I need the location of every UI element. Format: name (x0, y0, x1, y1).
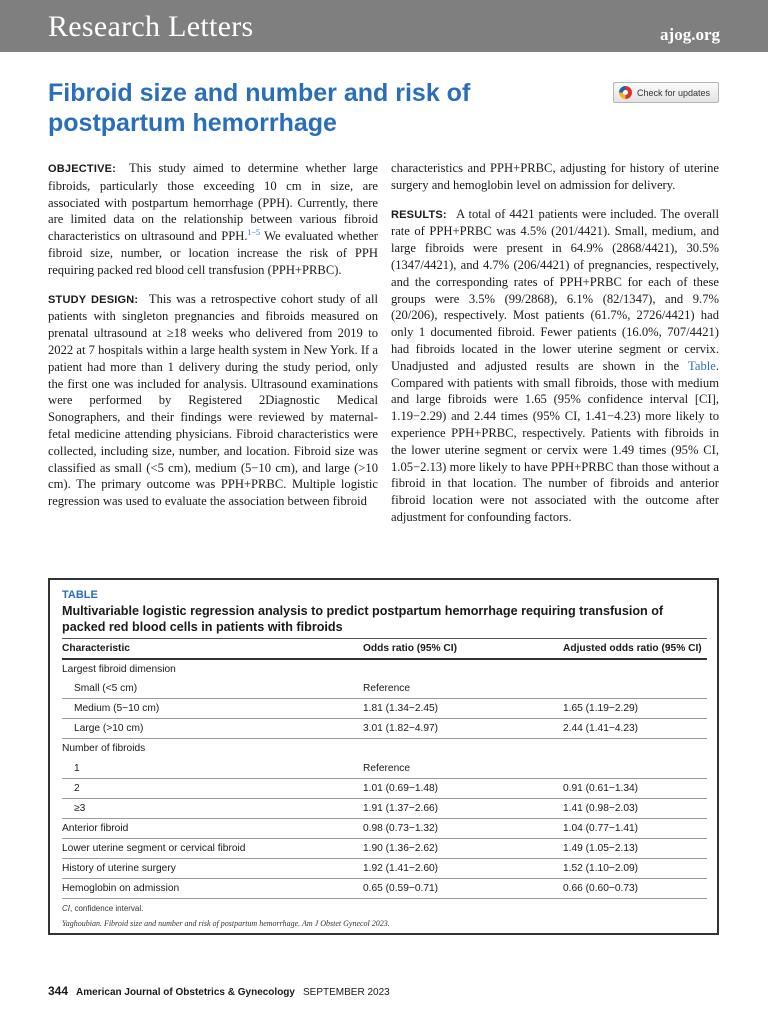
table-row (62, 739, 707, 759)
article-title: Fibroid size and number and risk of postpartum hemorrhage (48, 79, 471, 137)
study-design-label: STUDY DESIGN: (48, 293, 139, 306)
study-design-text: This was a retrospective cohort study of all patients with singleton pregnancies and fibroids measured on prenatal ultrasound at ≥18 weeks who delivered from 2019 to 2022 at 7 hospitals within a large health system in New York. If a patient had more than 1 delivery during the study period, only the first one was included for analysis. Ultrasound examinations were performed by Registered 2Diagnostic Medical Sonographers, and their findings were reviewed by maternal-fetal medicine attending physicians. Fibroid characteristics were collected, including size, number, and location. Fibroid size was classified as small (<5 cm), medium (5−10 cm), and large (>10 cm). The primary outcome was PPH+PRBC. Multiple logistic regression was used to evaluate the association between fibroid (48, 291, 378, 509)
citation-link[interactable]: 1−5 (247, 228, 260, 237)
table-row (62, 799, 707, 819)
header-adjusted-odds-ratio: Adjusted odds ratio (95% CI) (563, 639, 707, 659)
cell-adjusted-odds-ratio: 1.04 (0.77−1.41) (563, 819, 707, 839)
abstract-right-column (391, 160, 719, 538)
header-band (0, 0, 768, 52)
cell-odds-ratio: 1.90 (1.36−2.62) (363, 839, 563, 859)
cell-odds-ratio (363, 739, 563, 759)
cell-characteristic: Hemoglobin on admission (62, 879, 363, 899)
table-link[interactable]: Table (688, 358, 716, 373)
table-row (62, 659, 707, 679)
cell-odds-ratio (363, 659, 563, 679)
results-label: RESULTS: (391, 208, 447, 221)
cell-odds-ratio: 0.65 (0.59−0.71) (363, 879, 563, 899)
cell-characteristic: ≥3 (62, 799, 363, 819)
cell-characteristic: Largest fibroid dimension (62, 663, 176, 675)
objective-text: This study aimed to determine whether large fibroids, particularly those exceeding 10 cm in size, are associated with postpartum hemorrhage (PPH). Currently, there are limited data on the relationship between various fibroid characteristics on ultrasound and PPH. (48, 161, 378, 244)
cell-odds-ratio: 1.91 (1.37−2.66) (363, 799, 563, 819)
table-row (62, 759, 707, 779)
cell-adjusted-odds-ratio: 0.91 (0.61−1.34) (563, 779, 707, 799)
table-row (62, 839, 707, 859)
regression-table (62, 638, 707, 899)
cell-adjusted-odds-ratio: 1.41 (0.98−2.03) (563, 799, 707, 819)
cell-characteristic: Number of fibroids (62, 743, 146, 755)
abstract-left-column (48, 160, 378, 522)
check-for-updates-label: Check for updates (637, 87, 711, 98)
cell-characteristic: Medium (5−10 cm) (62, 699, 363, 719)
cell-odds-ratio: Reference (363, 759, 563, 779)
results-text-continued: . Compared with patients with small fibroids, those with medium and large fibroids were 1.65 (95% confidence interval [CI], 1.19−2.29) and 2.44 times (95% CI, 1.41−4.23) more likely to experience PPH+PRBC, respectively. Patients with fibroids in the lower uterine segment or cervix were 1.49 times (95% CI, 1.05−2.13) more likely to have PPH+PRBC than those without a fibroid in that location. The number of fibroids and anterior fibroid location were not associated with the outcome after adjustment for confounding factors. (391, 358, 719, 524)
table-row (62, 819, 707, 839)
header-odds-ratio: Odds ratio (95% CI) (363, 639, 563, 659)
crossmark-icon (619, 86, 632, 99)
footer-date: SEPTEMBER 2023 (302, 987, 390, 998)
cell-adjusted-odds-ratio: 2.44 (1.41−4.23) (563, 719, 707, 739)
footnote-abbr: CI (62, 904, 70, 913)
cell-adjusted-odds-ratio: 1.52 (1.10−2.09) (563, 859, 707, 879)
cell-adjusted-odds-ratio (563, 679, 707, 699)
table-footnote (62, 904, 705, 913)
results-text: A total of 4421 patients were included. The overall rate of PPH+PRBC was 4.5% (201/4421). Small, medium, and large fibroids were present in 64.9% (2868/4421), 30.5% (1347/4421), and 4.7% (206/4421) of pregnancies, respectively, and the corresponding rates of PPH+PRBC for each of these groups were 3.5% (99/2868), 6.1% (82/1347), and 9.7% (20/206), respectively. Most patients (61.7%, 2726/4421) had only 1 documented fibroid. Fewer patients (16.0%, 707/4421) had fibroids located in the lower uterine segment or cervix. Unadjusted and adjusted results are shown in the (391, 206, 719, 373)
footnote-text: , confidence interval. (70, 904, 144, 913)
objective-paragraph (48, 160, 378, 279)
cell-adjusted-odds-ratio: 1.65 (1.19−2.29) (563, 699, 707, 719)
table-row (62, 879, 707, 899)
cell-odds-ratio: 3.01 (1.82−4.97) (363, 719, 563, 739)
study-design-continued: characteristics and PPH+PRBC, adjusting for history of uterine surgery and hemoglobin level on admission for delivery. (391, 161, 719, 192)
table-row (62, 779, 707, 799)
cell-characteristic: Anterior fibroid (62, 819, 363, 839)
table-row (62, 699, 707, 719)
table-label: TABLE (62, 589, 98, 601)
results-paragraph (391, 206, 719, 526)
check-for-updates-button[interactable] (613, 82, 719, 103)
cell-adjusted-odds-ratio (563, 659, 707, 679)
study-design-paragraph (48, 291, 378, 510)
cell-odds-ratio: 1.01 (0.69−1.48) (363, 779, 563, 799)
objective-text-continued: We evaluated whether fibroid size, number, or location increase the risk of PPH requiring packed red blood cell transfusion (PPH+PRBC). (48, 229, 378, 277)
header-characteristic: Characteristic (62, 639, 363, 659)
journal-url-link[interactable]: ajog.org (660, 25, 720, 44)
cell-odds-ratio: 1.92 (1.41−2.60) (363, 859, 563, 879)
cell-characteristic: Lower uterine segment or cervical fibroid (62, 839, 363, 859)
journal-section-title: Research Letters (48, 10, 254, 43)
table-row (62, 859, 707, 879)
objective-label: OBJECTIVE: (48, 163, 117, 175)
cell-odds-ratio: 1.81 (1.34−2.45) (363, 699, 563, 719)
table-row (62, 719, 707, 739)
page-number: 344 (48, 984, 69, 998)
cell-odds-ratio: Reference (363, 679, 563, 699)
table-title: Multivariable logistic regression analysis to predict postpartum hemorrhage requiring transfusion of packed red blood cells in patients with fibroids (62, 604, 664, 634)
cell-characteristic: History of uterine surgery (62, 859, 363, 879)
footer-journal: American Journal of Obstetrics & Gynecology (76, 987, 295, 998)
cell-adjusted-odds-ratio: 0.66 (0.60−0.73) (563, 879, 707, 899)
table-box (48, 578, 719, 935)
cell-characteristic: 2 (62, 779, 363, 799)
table-citation: Yaghoubian. Fibroid size and number and risk of postpartum hemorrhage. Am J Obstet Gynecol 2023. (62, 919, 390, 928)
table-row (62, 679, 707, 699)
cell-adjusted-odds-ratio: 1.49 (1.05−2.13) (563, 839, 707, 859)
cell-characteristic: Small (<5 cm) (62, 679, 363, 699)
cell-characteristic: 1 (62, 759, 363, 779)
cell-odds-ratio: 0.98 (0.73−1.32) (363, 819, 563, 839)
page-footer (48, 984, 390, 998)
cell-characteristic: Large (>10 cm) (62, 719, 363, 739)
cell-adjusted-odds-ratio (563, 739, 707, 759)
cell-adjusted-odds-ratio (563, 759, 707, 779)
table-header-row (62, 639, 707, 659)
